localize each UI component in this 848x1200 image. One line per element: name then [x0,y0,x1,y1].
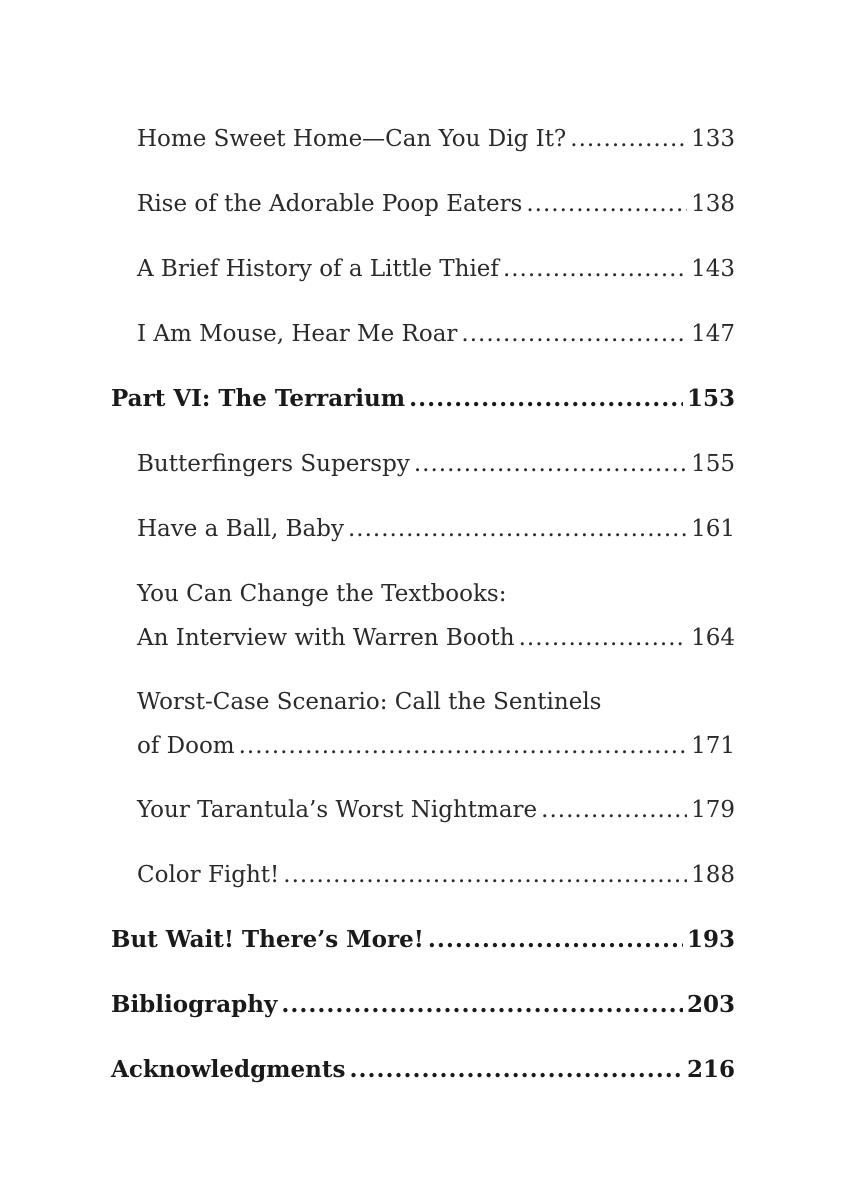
toc-entry-title: Butterfingers Superspy [137,451,410,477]
dot-leader [526,189,687,219]
toc-part-bibliography[interactable] [111,990,735,1020]
dot-leader [348,514,687,544]
toc-entry-page: 164 [691,625,735,651]
dot-leader [409,384,683,414]
toc-entry-page: 179 [691,797,735,823]
toc-entry-little-thief[interactable] [137,254,735,284]
dot-leader [283,860,687,890]
dot-leader [281,990,683,1020]
toc-entry-title-line1: You Can Change the Textbooks: [137,581,507,607]
toc-entry-title: An Interview with Warren Booth [137,625,515,651]
toc-entry-page: 171 [691,733,735,759]
toc-entry-title: Have a Ball, Baby [137,516,344,542]
toc-entry-mouse-roar[interactable] [137,319,735,349]
toc-part-title: Bibliography [111,991,278,1018]
toc-entry-page: 147 [691,321,735,347]
dot-leader [239,731,687,761]
toc-entry-change-textbooks[interactable] [137,579,735,653]
toc-entry-page: 133 [691,126,735,152]
toc-part-more[interactable] [111,925,735,955]
toc-part-page: 216 [686,1056,735,1083]
toc-entry-sentinels-of-doom[interactable] [137,687,735,761]
toc-entry-title: Color Fight! [137,862,280,888]
toc-entry-have-a-ball[interactable] [137,514,735,544]
dot-leader [541,795,687,825]
dot-leader [414,449,687,479]
toc-entry-poop-eaters[interactable] [137,189,735,219]
toc-entry-page: 138 [691,191,735,217]
toc-part-acknowledgments[interactable] [111,1055,735,1085]
dot-leader [461,319,687,349]
toc-entry-title: of Doom [137,733,235,759]
toc-entry-title: I Am Mouse, Hear Me Roar [137,321,458,347]
toc-entry-page: 161 [691,516,735,542]
toc-entry-tarantula-nightmare[interactable] [137,795,735,825]
dot-leader [503,254,687,284]
toc-entry-color-fight[interactable] [137,860,735,890]
toc-part-page: 193 [686,926,735,953]
toc-entry-title: Home Sweet Home—Can You Dig It? [137,126,567,152]
toc-entry-page: 143 [691,256,735,282]
toc-entry-butterfingers[interactable] [137,449,735,479]
toc-entry-page: 188 [691,862,735,888]
toc-part-title: Acknowledgments [111,1056,346,1083]
dot-leader [349,1055,683,1085]
toc-entry-page: 155 [691,451,735,477]
toc-part-title: But Wait! There’s More! [111,926,424,953]
dot-leader [519,623,688,653]
dot-leader [570,124,687,154]
toc-entry-home-sweet-home[interactable] [137,124,735,154]
toc-part-page: 203 [686,991,735,1018]
toc-part-terrarium[interactable] [111,384,735,414]
toc-entry-title-line1: Worst-Case Scenario: Call the Sentinels [137,689,602,715]
toc-entry-title: Rise of the Adorable Poop Eaters [137,191,523,217]
toc-part-page: 153 [686,385,735,412]
toc-entry-title: A Brief History of a Little Thief [137,256,499,282]
toc-entry-title: Your Tarantula’s Worst Nightmare [137,797,538,823]
toc-part-title: Part VI: The Terrarium [111,385,406,412]
dot-leader [428,925,683,955]
